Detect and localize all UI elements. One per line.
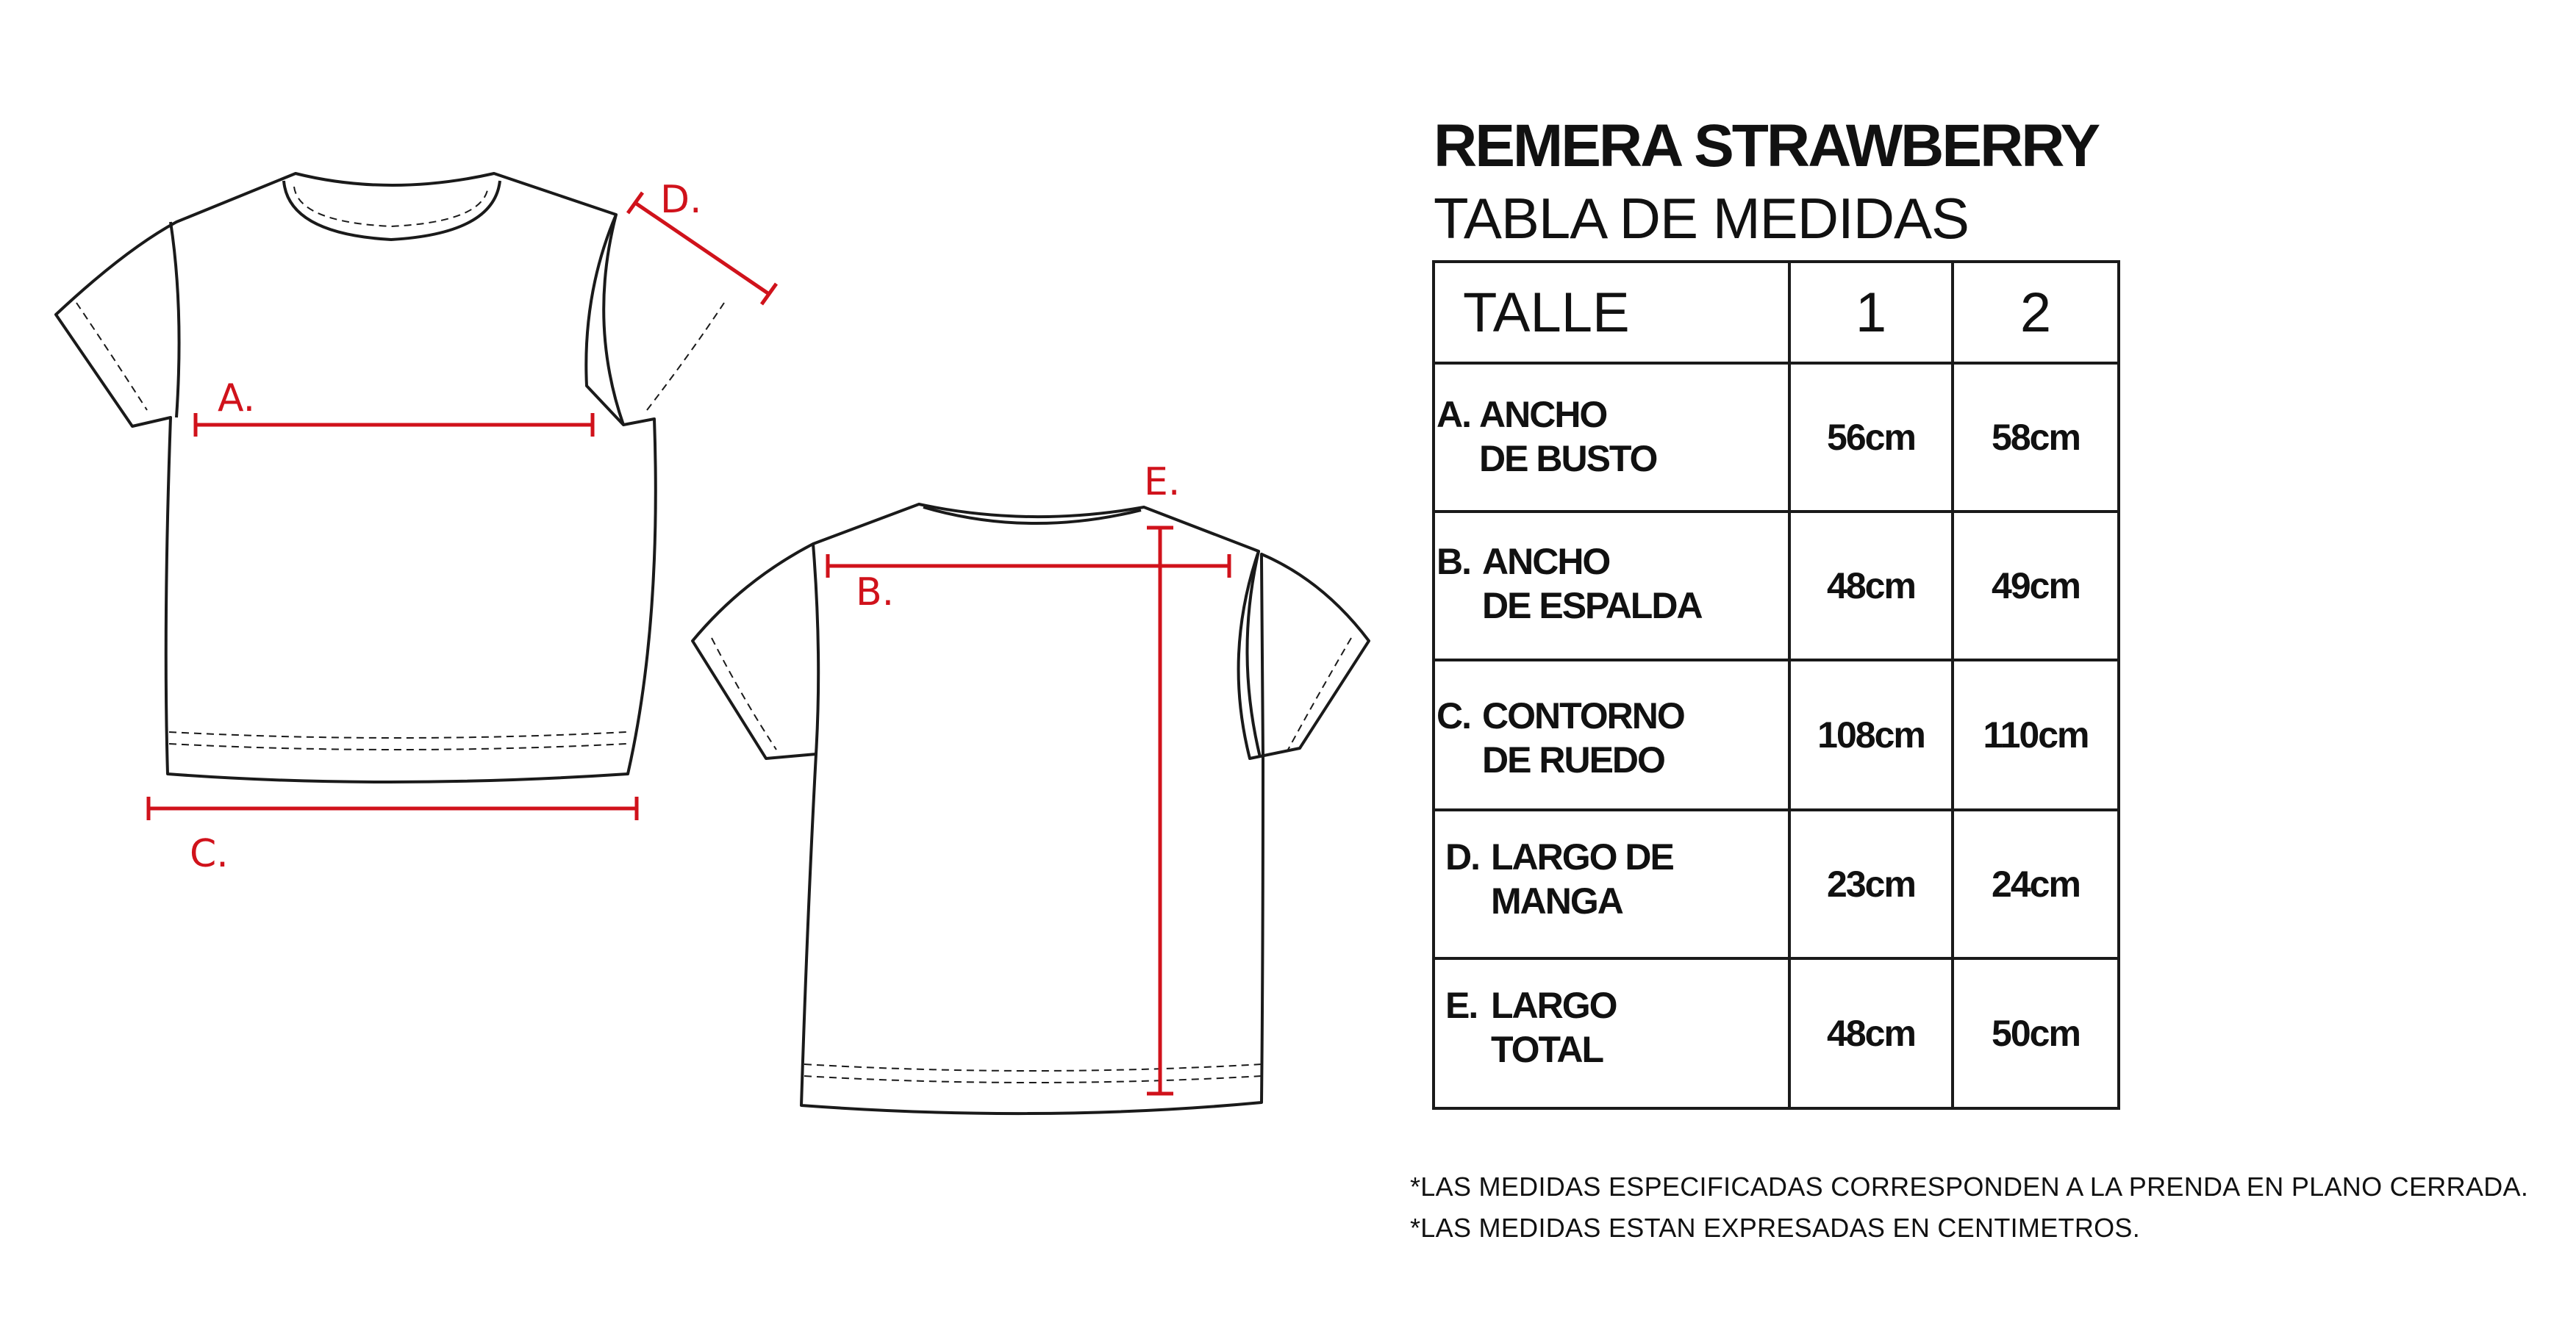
row-label-a xyxy=(1437,392,1782,488)
row-label-e xyxy=(1445,983,1783,1079)
footnote-units: *LAS MEDIDAS ESTAN EXPRESADAS EN CENTIMETROS. xyxy=(1410,1213,2141,1243)
value-cell: 110cm xyxy=(1983,714,2089,756)
row-label-text: ANCHO DE ESPALDA xyxy=(1482,541,1702,626)
row-label-text: CONTORNO DE RUEDO xyxy=(1482,695,1684,781)
value-cell: 50cm xyxy=(1992,1013,2080,1054)
row-letter: C. xyxy=(1437,695,1470,736)
front-tshirt-drawing xyxy=(56,173,724,782)
value-cell: 24cm xyxy=(1992,864,2080,905)
value-cell: 49cm xyxy=(1992,565,2080,606)
value-cell: 56cm xyxy=(1827,417,1915,458)
value-cell: 108cm xyxy=(1817,714,1925,756)
header-size-1: 1 xyxy=(1855,281,1887,344)
measure-line-d xyxy=(628,193,776,304)
value-cell: 23cm xyxy=(1827,864,1915,905)
header-size-2: 2 xyxy=(2019,281,2052,344)
back-tshirt-body xyxy=(693,504,1369,1113)
header-talle: TALLE xyxy=(1463,281,1630,344)
label-d: D. xyxy=(660,178,702,222)
row-label-d xyxy=(1445,835,1783,930)
footnote-flat-measure: *LAS MEDIDAS ESPECIFICADAS CORRESPONDEN A LA PRENDA EN PLANO CERRADA. xyxy=(1410,1172,2529,1202)
row-letter: D. xyxy=(1445,836,1479,878)
label-b: B. xyxy=(856,570,895,614)
front-tshirt-body xyxy=(56,173,656,782)
label-a: A. xyxy=(218,376,256,420)
value-cell: 58cm xyxy=(1992,417,2080,458)
measure-line-c xyxy=(149,797,637,820)
row-letter: E. xyxy=(1445,985,1478,1026)
row-label-text: LARGO DE MANGA xyxy=(1491,836,1673,922)
value-cell: 48cm xyxy=(1827,565,1915,606)
row-label-c xyxy=(1437,694,1782,789)
value-cell: 48cm xyxy=(1827,1013,1915,1054)
label-c: C. xyxy=(190,832,229,876)
product-title: REMERA STRAWBERRY xyxy=(1434,112,2099,179)
row-letter: A. xyxy=(1437,394,1470,435)
back-tshirt-drawing xyxy=(693,504,1369,1113)
row-label-text: LARGO TOTAL xyxy=(1491,985,1617,1070)
row-letter: B. xyxy=(1437,541,1470,582)
table-subtitle: TABLA DE MEDIDAS xyxy=(1434,186,1969,251)
row-label-text: ANCHO DE BUSTO xyxy=(1479,394,1657,479)
label-e: E. xyxy=(1144,460,1181,504)
row-label-b xyxy=(1437,539,1782,635)
